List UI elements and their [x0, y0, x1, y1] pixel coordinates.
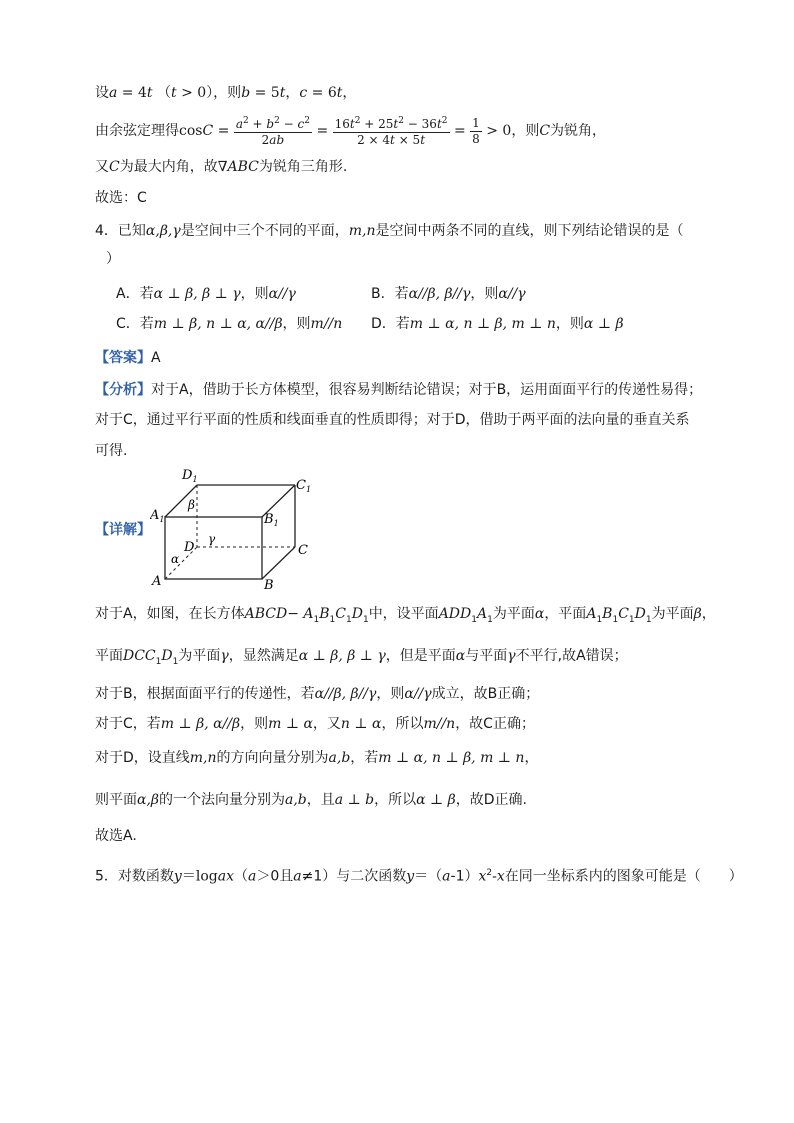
label-c1: $C_1$	[296, 478, 312, 494]
analysis-line-3: 可得.	[95, 443, 128, 459]
line-cosine-law: 由余弦定理得cosC = $\frac{a^2 + b^2 - c^2}{2ab}$ = $\frac{16t^2 + 25t^2 - 36t^2}{2 \times 4t \times 5t}$ = $\frac{1}{8}$ > 0，则C为锐角，	[95, 115, 607, 147]
option-c: C．若m ⊥ β, n ⊥ α, α//β，则m//n	[116, 316, 343, 332]
fraction-2: $\frac{16t^2 + 25t^2 - 36t^2}{2 \times 4t \times 5t}$	[334, 116, 448, 147]
label-a: A	[152, 574, 162, 589]
option-a: A．若α ⊥ β, β ⊥ γ，则α//γ	[116, 286, 296, 302]
answer-tag: 【答案】	[95, 350, 151, 366]
detail-para-5: 对于D，设直线m,n的方向向量分别为a,b，若m ⊥ α, n ⊥ β, m ⊥ n，	[95, 750, 539, 766]
label-a1: $A_1$	[150, 508, 165, 524]
label-b1: $B_1$	[264, 512, 279, 528]
detail-para-6: 则平面α,β的一个法向量分别为a,b，且a ⊥ b，所以α ⊥ β，故D正确.	[95, 792, 527, 808]
label-b: B	[264, 578, 274, 592]
label-d1: $D_1$	[182, 468, 198, 484]
detail-para-7: 故选A.	[95, 828, 137, 844]
line-conclusion: 又C为最大内角，故∇ABC为锐角三角形.	[95, 159, 348, 175]
question-4: 4．已知α,β,γ是空间中三个不同的平面，m,n是空间中两条不同的直线，则下列结论错误的是（	[95, 223, 684, 239]
label-c: C	[298, 543, 308, 558]
detail-para-4: 对于C，若m ⊥ β, α//β，则m ⊥ α，又n ⊥ α，所以m//n，故C正确；	[95, 716, 535, 732]
analysis-tag: 【分析】	[95, 382, 151, 398]
detail-tag: 【详解】	[95, 522, 151, 538]
label-d: D	[184, 540, 195, 555]
label-gamma: γ	[208, 532, 216, 546]
question-4-close: ）	[106, 251, 120, 267]
cuboid-figure	[150, 467, 330, 596]
detail-para-3: 对于B，根据面面平行的传递性，若α//β, β//γ，则α//γ成立，故B正确；	[95, 686, 540, 702]
question-5: 5．对数函数y＝logax（a＞0且a≠1）与二次函数$y=(a-1)x^2-x$在同一坐标系内的图象可能是（ ）	[95, 868, 743, 885]
fraction-3: $\frac{1}{8}$	[472, 115, 480, 146]
fraction-1: $\frac{a^2 + b^2 - c^2}{2ab}$	[235, 116, 310, 147]
option-b: B．若α//β, β//γ，则α//γ	[371, 286, 526, 302]
option-d: D．若m ⊥ α, n ⊥ β, m ⊥ n，则α ⊥ β	[371, 316, 624, 332]
detail-para-2: 平面$DCC_1D_1$为平面γ，显然满足α ⊥ β, β ⊥ γ，但是平面α与平面γ不平行,故A错误；	[95, 648, 628, 667]
line-setup: 设a = 4t （t > 0），则b = 5t，c = 6t，	[95, 85, 357, 101]
label-beta: β	[188, 498, 195, 512]
analysis-line-2: 对于C，通过平行平面的性质和线面垂直的性质即得；对于D，借助于两平面的法向量的垂直关系	[95, 412, 690, 428]
answer-line: 【答案】A	[95, 350, 161, 366]
label-alpha: α	[171, 552, 180, 566]
detail-para-1: 对于A，如图，在长方体ABCD− $A_1B_1C_1D_1$中，设平面$ADD_1A_1$为平面α，平面$A_1B_1C_1D_1$为平面β，	[95, 606, 716, 625]
analysis-line-1: 【分析】对于A，借助于长方体模型，很容易判断结论错误；对于B，运用面面平行的传递性易得；	[95, 382, 703, 398]
choice-line: 故选：C	[95, 190, 147, 206]
